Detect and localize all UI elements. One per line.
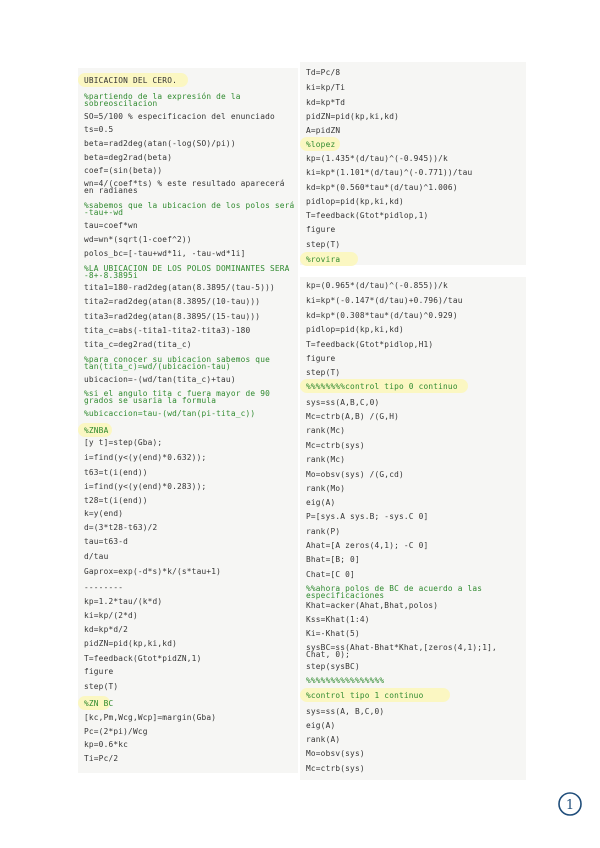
code-line: pidZN=pid(kp,ki,kd) [84, 639, 177, 648]
code-line: Mc=ctrb(sys) [306, 764, 365, 773]
code-comment-line: %ZNBA [84, 426, 109, 435]
code-line: step(sysBC) [306, 662, 360, 671]
code-line: k=y(end) [84, 509, 124, 518]
code-line: T=feedback(Gtot*pidlop,1) [306, 211, 429, 220]
code-line: Mo=obsv(sys) [306, 749, 365, 758]
code-line: tau=t63-d [84, 537, 129, 546]
code-line: kp=0.6*kc [84, 740, 129, 749]
right-code-column-bottom [300, 277, 526, 780]
code-line: Ti=Pc/2 [84, 754, 119, 763]
code-line: rank(P) [306, 527, 341, 536]
code-line: ts=0.5 [84, 125, 114, 134]
code-line: T=feedback(Gtot*pidZN,1) [84, 654, 202, 663]
code-comment-line: %%%%%%%%%%%%%%%% [306, 676, 385, 685]
code-comment-line: %para conocer su ubicacion sabemos que tan(tita_c)=wd/(ubicacion-tau) [84, 355, 270, 371]
code-line: Kss=Khat(1:4) [306, 615, 370, 624]
code-comment-line: %sabemos que la ubicacion de los polos será -tau+-wd [84, 201, 295, 217]
code-line: rank(Mo) [306, 484, 346, 493]
code-line: tita2=rad2deg(atan(8.3895/(10-tau))) [84, 297, 261, 306]
code-line: ki=kp*(-0.147*(d/tau)+0.796)/tau [306, 296, 463, 305]
left-code-column [78, 68, 298, 773]
code-comment-line: %partiendo de la expresión de la sobreoscilacion [84, 92, 241, 108]
code-comment-line: %si el angulo tita c fuera mayor de 90 grados se usaria la formula [84, 389, 270, 405]
code-line: pidlop=pid(kp,ki,kd) [306, 325, 404, 334]
code-line: Bhat=[B; 0] [306, 555, 360, 564]
code-line: rank(Mc) [306, 426, 346, 435]
code-line: eig(A) [306, 721, 336, 730]
code-line: wd=wn*(sqrt(1-coef^2)) [84, 235, 192, 244]
code-line: tita1=180-rad2deg(atan(8.3895/(tau-5))) [84, 283, 275, 292]
code-line: sys=ss(A,B,C,0) [306, 398, 380, 407]
code-line: SO=5/100 % especificacion del enunciado [84, 112, 275, 121]
code-line: beta=rad2deg(atan(-log(SO)/pi)) [84, 139, 236, 148]
code-line: i=find(y<(y(end)*0.632)); [84, 453, 207, 462]
code-line: ki=kp/Ti [306, 83, 346, 92]
code-line: ubicacion=-(wd/tan(tita_c)+tau) [84, 375, 236, 384]
code-line: kp=(1.435*(d/tau)^(-0.945))/k [306, 154, 448, 163]
code-line: rank(Mc) [306, 455, 346, 464]
code-comment-line: %lopez [306, 140, 336, 149]
code-line: figure [306, 354, 336, 363]
code-line: beta=deg2rad(beta) [84, 153, 173, 162]
code-line: kd=kp*(0.308*tau*(d/tau)^0.929) [306, 311, 458, 320]
code-line: kd=kp*d/2 [84, 625, 129, 634]
code-line: T=feedback(Gtot*pidlop,H1) [306, 340, 434, 349]
code-line: t63=t(i(end)) [84, 468, 148, 477]
code-line: UBICACION DEL CERO. [84, 76, 177, 85]
code-comment-line: %control tipo 1 continuo [306, 691, 424, 700]
code-line: figure [306, 225, 336, 234]
code-line: pidZN=pid(kp,ki,kd) [306, 112, 399, 121]
code-line: wn=4/(coef*ts) % este resultado aparecerá en radianes [84, 179, 285, 195]
logo-number: 1 [565, 798, 575, 813]
code-line: coef=(sin(beta)) [84, 166, 163, 175]
right-code-column-top [300, 62, 526, 265]
code-line: sys=ss(A, B,C,0) [306, 707, 385, 716]
code-line: Ki=-Khat(5) [306, 629, 360, 638]
code-line: polos_bc=[-tau+wd*1i, -tau-wd*1i] [84, 249, 246, 258]
code-line: ki=kp*(1.101*(d/tau)^(-0.771))/tau [306, 168, 473, 177]
code-line: d=(3*t28-t63)/2 [84, 523, 158, 532]
code-line: Gaprox=exp(-d*s)*k/(s*tau+1) [84, 567, 222, 576]
code-line: kp=(0.965*(d/tau)^(-0.855))/k [306, 281, 448, 290]
code-comment-line: %%ahora polos de BC de acuerdo a las especificaciones [306, 584, 483, 600]
code-line: step(T) [306, 368, 341, 377]
code-line: Mc=ctrb(A,B) /(G,H) [306, 412, 399, 421]
code-line: -------- [84, 583, 124, 592]
code-line: sysBC=ss(Ahat-Bhat*Khat,[zeros(4,1);1], Chat, 0); [306, 643, 497, 659]
code-line: step(T) [84, 682, 119, 691]
code-line: Td=Pc/8 [306, 68, 341, 77]
code-line: figure [84, 667, 114, 676]
code-comment-line: %ZN BC [84, 699, 114, 708]
code-line: [kc,Pm,Wcg,Wcp]=margin(Gba) [84, 713, 217, 722]
code-line: tita_c=deg2rad(tita_c) [84, 340, 192, 349]
code-line: t28=t(i(end)) [84, 496, 148, 505]
code-line: Khat=acker(Ahat,Bhat,polos) [306, 601, 439, 610]
code-line: Mc=ctrb(sys) [306, 441, 365, 450]
code-line: Pc=(2*pi)/Wcg [84, 727, 148, 736]
code-line: Mo=obsv(sys) /(G,cd) [306, 470, 404, 479]
code-line: eig(A) [306, 498, 336, 507]
code-line: [y t]=step(Gba); [84, 438, 163, 447]
code-line: step(T) [306, 240, 341, 249]
code-comment-line: %ubicaccion=tau-(wd/tan(pi-tita_c)) [84, 409, 256, 418]
code-line: kd=kp*(0.560*tau*(d/tau)^1.006) [306, 183, 458, 192]
code-comment-line: %LA UBICACION DE LOS POLOS DOMINANTES SERA -8+-8.3895i [84, 264, 290, 280]
code-line: kp=1.2*tau/(k*d) [84, 597, 163, 606]
code-line: kd=kp*Td [306, 98, 346, 107]
code-line: tita3=rad2deg(atan(8.3895/(15-tau))) [84, 312, 261, 321]
code-line: tau=coef*wn [84, 221, 138, 230]
code-line: pidlop=pid(kp,ki,kd) [306, 197, 404, 206]
code-line: tita_c=abs(-tita1-tita2-tita3)-180 [84, 326, 251, 335]
code-line: P=[sys.A sys.B; -sys.C 0] [306, 512, 429, 521]
code-line: i=find(y<(y(end)*0.283)); [84, 482, 207, 491]
code-comment-line: %rovira [306, 255, 341, 264]
page-logo-icon [557, 791, 583, 817]
code-line: d/tau [84, 552, 109, 561]
code-line: ki=kp/(2*d) [84, 611, 138, 620]
code-line: A=pidZN [306, 126, 341, 135]
code-line: Ahat=[A zeros(4,1); -C 0] [306, 541, 429, 550]
code-line: rank(A) [306, 735, 341, 744]
code-line: Chat=[C 0] [306, 570, 355, 579]
code-comment-line: %%%%%%%%control tipo 0 continuo [306, 382, 458, 391]
